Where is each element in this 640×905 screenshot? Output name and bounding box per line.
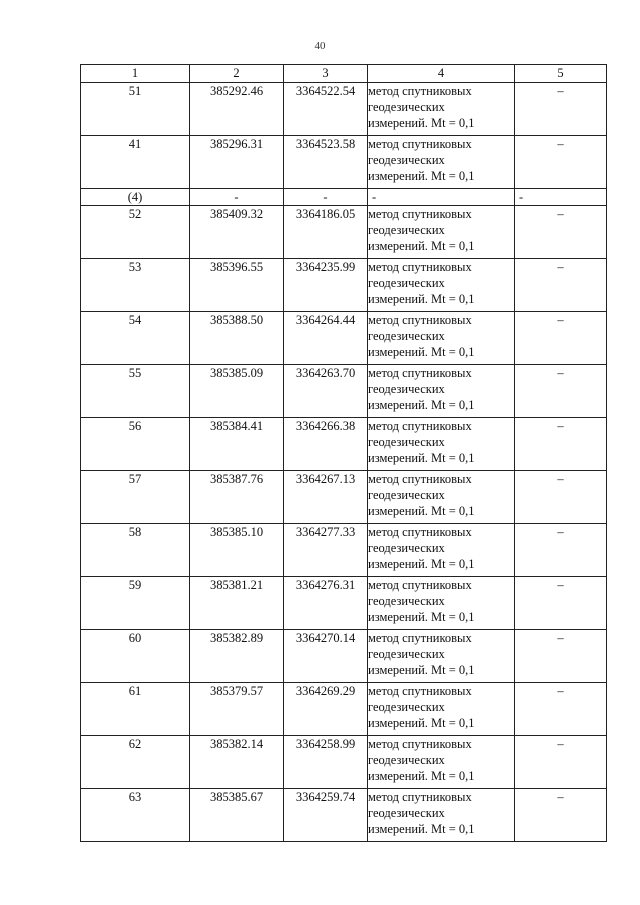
- table-row: [81, 259, 607, 312]
- x-coordinate-cell: 385396.55: [190, 259, 284, 312]
- header-col-4: 4: [368, 65, 515, 83]
- point-number-cell: 61: [81, 683, 190, 736]
- x-coordinate-cell: 385382.14: [190, 736, 284, 789]
- method-line: метод спутниковых: [368, 631, 472, 645]
- method-line: геодезических: [368, 647, 445, 661]
- method-line: измерений. Mt = 0,1: [368, 663, 475, 677]
- method-line: измерений. Mt = 0,1: [368, 557, 475, 571]
- point-number-cell: 56: [81, 418, 190, 471]
- method-line: измерений. Mt = 0,1: [368, 398, 475, 412]
- accuracy-cell: –: [515, 683, 607, 736]
- method-line: геодезических: [368, 594, 445, 608]
- x-coordinate-cell: 385388.50: [190, 312, 284, 365]
- y-coordinate-cell: 3364259.74: [284, 789, 368, 842]
- point-number-cell: 53: [81, 259, 190, 312]
- table-row: [81, 683, 607, 736]
- point-number-cell: 41: [81, 136, 190, 189]
- point-number-cell: 52: [81, 206, 190, 259]
- y-coordinate-cell: 3364276.31: [284, 577, 368, 630]
- method-line: измерений. Mt = 0,1: [368, 822, 475, 836]
- x-coordinate-cell: 385385.67: [190, 789, 284, 842]
- table-row: [81, 736, 607, 789]
- x-coordinate-cell: 385296.31: [190, 136, 284, 189]
- method-cell: [368, 189, 515, 206]
- method-cell: [368, 259, 515, 312]
- y-coordinate-cell: 3364263.70: [284, 365, 368, 418]
- table-row: [81, 789, 607, 842]
- method-line: метод спутниковых: [368, 737, 472, 751]
- y-coordinate-cell: 3364277.33: [284, 524, 368, 577]
- accuracy-cell: –: [515, 524, 607, 577]
- method-line: геодезических: [368, 223, 445, 237]
- y-coordinate-cell: 3364264.44: [284, 312, 368, 365]
- y-coordinate-cell: -: [284, 189, 368, 206]
- x-coordinate-cell: 385387.76: [190, 471, 284, 524]
- method-cell: [368, 136, 515, 189]
- y-coordinate-cell: 3364270.14: [284, 630, 368, 683]
- method-line: измерений. Mt = 0,1: [368, 169, 475, 183]
- header-row: [81, 65, 607, 83]
- x-coordinate-cell: 385385.09: [190, 365, 284, 418]
- accuracy-cell: –: [515, 259, 607, 312]
- method-line: метод спутниковых: [368, 84, 472, 98]
- method-cell: [368, 789, 515, 842]
- accuracy-cell: -: [515, 189, 607, 206]
- method-line: геодезических: [368, 329, 445, 343]
- table-row: [81, 206, 607, 259]
- header-col-3: 3: [284, 65, 368, 83]
- method-line: измерений. Mt = 0,1: [368, 116, 475, 130]
- table-row: [81, 136, 607, 189]
- method-cell: [368, 736, 515, 789]
- x-coordinate-cell: 385385.10: [190, 524, 284, 577]
- method-cell: [368, 365, 515, 418]
- coordinates-table: [80, 64, 607, 842]
- method-line: метод спутниковых: [368, 207, 472, 221]
- method-line: измерений. Mt = 0,1: [368, 239, 475, 253]
- method-line: измерений. Mt = 0,1: [368, 610, 475, 624]
- method-line: геодезических: [368, 541, 445, 555]
- accuracy-cell: –: [515, 83, 607, 136]
- method-line: метод спутниковых: [368, 790, 472, 804]
- separator-row: [81, 189, 607, 206]
- method-cell: [368, 418, 515, 471]
- point-number-cell: 63: [81, 789, 190, 842]
- table-row: [81, 471, 607, 524]
- accuracy-cell: –: [515, 471, 607, 524]
- method-line: геодезических: [368, 153, 445, 167]
- table-row: [81, 630, 607, 683]
- method-line: метод спутниковых: [368, 472, 472, 486]
- point-number-cell: 51: [81, 83, 190, 136]
- method-line: измерений. Mt = 0,1: [368, 769, 475, 783]
- y-coordinate-cell: 3364522.54: [284, 83, 368, 136]
- method-line: геодезических: [368, 700, 445, 714]
- point-number-cell: 54: [81, 312, 190, 365]
- method-line: геодезических: [368, 488, 445, 502]
- method-line: метод спутниковых: [368, 260, 472, 274]
- table-row: [81, 365, 607, 418]
- y-coordinate-cell: 3364523.58: [284, 136, 368, 189]
- method-line: геодезических: [368, 100, 445, 114]
- header-col-5: 5: [515, 65, 607, 83]
- method-line: геодезических: [368, 276, 445, 290]
- method-line: геодезических: [368, 382, 445, 396]
- method-line: метод спутниковых: [368, 366, 472, 380]
- method-line: измерений. Mt = 0,1: [368, 292, 475, 306]
- x-coordinate-cell: 385384.41: [190, 418, 284, 471]
- accuracy-cell: –: [515, 206, 607, 259]
- method-line: -: [372, 190, 377, 204]
- method-line: измерений. Mt = 0,1: [368, 504, 475, 518]
- point-number-cell: (4): [81, 189, 190, 206]
- method-cell: [368, 630, 515, 683]
- accuracy-cell: –: [515, 577, 607, 630]
- method-line: геодезических: [368, 806, 445, 820]
- accuracy-cell: –: [515, 136, 607, 189]
- x-coordinate-cell: 385292.46: [190, 83, 284, 136]
- method-cell: [368, 577, 515, 630]
- point-number-cell: 60: [81, 630, 190, 683]
- point-number-cell: 57: [81, 471, 190, 524]
- method-cell: [368, 312, 515, 365]
- method-line: измерений. Mt = 0,1: [368, 345, 475, 359]
- table-row: [81, 83, 607, 136]
- y-coordinate-cell: 3364269.29: [284, 683, 368, 736]
- method-cell: [368, 524, 515, 577]
- method-cell: [368, 471, 515, 524]
- header-col-2: 2: [190, 65, 284, 83]
- x-coordinate-cell: 385379.57: [190, 683, 284, 736]
- table-header: [81, 65, 607, 83]
- accuracy-cell: –: [515, 312, 607, 365]
- y-coordinate-cell: 3364266.38: [284, 418, 368, 471]
- y-coordinate-cell: 3364258.99: [284, 736, 368, 789]
- point-number-cell: 59: [81, 577, 190, 630]
- method-line: измерений. Mt = 0,1: [368, 716, 475, 730]
- accuracy-cell: –: [515, 630, 607, 683]
- table-row: [81, 577, 607, 630]
- table-row: [81, 524, 607, 577]
- x-coordinate-cell: 385409.32: [190, 206, 284, 259]
- method-line: метод спутниковых: [368, 525, 472, 539]
- method-cell: [368, 206, 515, 259]
- method-cell: [368, 683, 515, 736]
- method-line: геодезических: [368, 753, 445, 767]
- x-coordinate-cell: 385382.89: [190, 630, 284, 683]
- method-line: метод спутниковых: [368, 578, 472, 592]
- table-row: [81, 418, 607, 471]
- table-body: [81, 83, 607, 842]
- header-col-1: 1: [81, 65, 190, 83]
- accuracy-cell: –: [515, 789, 607, 842]
- point-number-cell: 62: [81, 736, 190, 789]
- method-line: метод спутниковых: [368, 313, 472, 327]
- x-coordinate-cell: -: [190, 189, 284, 206]
- method-line: измерений. Mt = 0,1: [368, 451, 475, 465]
- y-coordinate-cell: 3364186.05: [284, 206, 368, 259]
- y-coordinate-cell: 3364267.13: [284, 471, 368, 524]
- accuracy-cell: –: [515, 736, 607, 789]
- point-number-cell: 58: [81, 524, 190, 577]
- method-cell: [368, 83, 515, 136]
- y-coordinate-cell: 3364235.99: [284, 259, 368, 312]
- page-number: 40: [314, 40, 326, 52]
- x-coordinate-cell: 385381.21: [190, 577, 284, 630]
- accuracy-cell: –: [515, 365, 607, 418]
- method-line: геодезических: [368, 435, 445, 449]
- point-number-cell: 55: [81, 365, 190, 418]
- table-row: [81, 312, 607, 365]
- method-line: метод спутниковых: [368, 137, 472, 151]
- accuracy-cell: –: [515, 418, 607, 471]
- method-line: метод спутниковых: [368, 684, 472, 698]
- method-line: метод спутниковых: [368, 419, 472, 433]
